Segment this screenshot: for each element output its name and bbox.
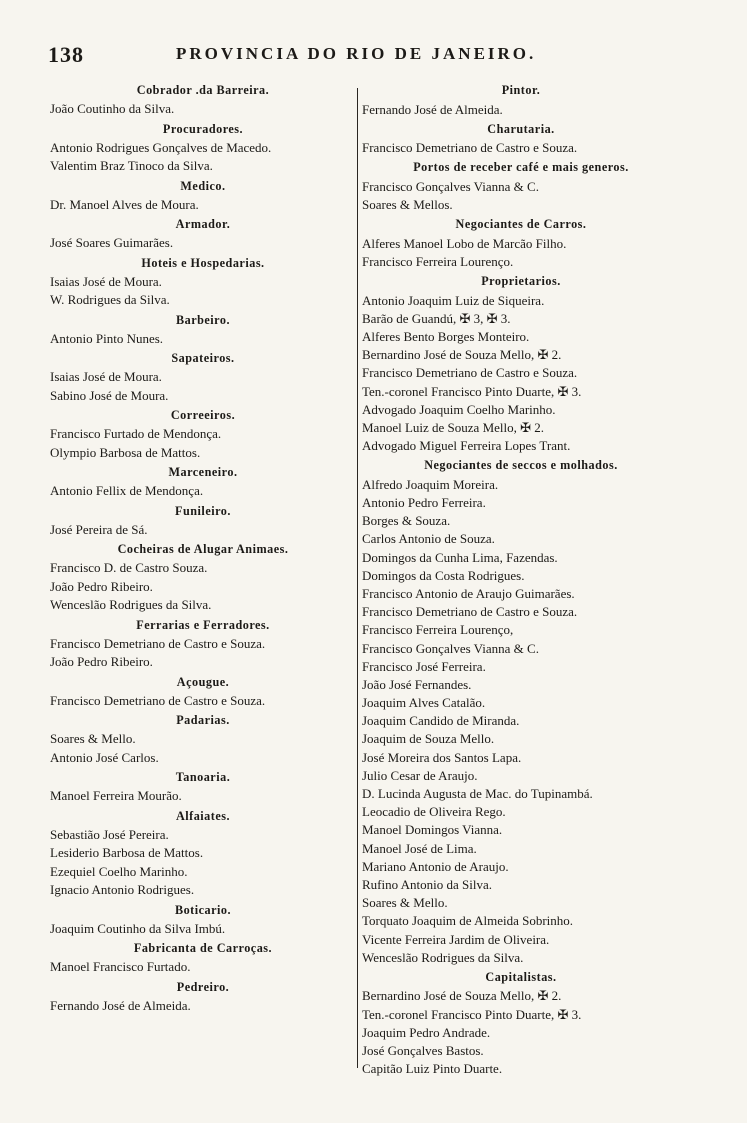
section-tanoaria	[50, 767, 356, 806]
directory-entry: Manoel José de Lima.	[362, 840, 477, 856]
directory-entry: Ezequiel Coelho Marinho.	[50, 863, 188, 879]
directory-entry: Soares & Mellos.	[362, 197, 453, 213]
section-medico	[50, 176, 356, 215]
directory-entry: Advogado Miguel Ferreira Lopes Trant.	[362, 438, 571, 454]
section-heading: Barbeiro.	[175, 312, 231, 327]
directory-entry: Francisco Antonio de Araujo Guimarães.	[362, 585, 575, 601]
column-divider	[357, 88, 358, 1068]
section-alfaiates	[50, 806, 356, 900]
directory-entry: João Coutinho da Silva.	[50, 101, 175, 116]
section-armador	[50, 214, 356, 253]
section-heading: Capitalistas.	[485, 969, 557, 984]
directory-entry: José Gonçalves Bastos.	[362, 1042, 484, 1058]
section-heading: Açougue.	[176, 674, 230, 689]
section-heading: Proprietarios.	[481, 274, 561, 289]
section-negociantes-de-carros	[362, 214, 680, 271]
running-title: PROVINCIA DO RIO DE JANEIRO.	[176, 44, 537, 63]
directory-entry: Antonio Pinto Nunes.	[50, 330, 164, 346]
section-heading: Armador.	[175, 217, 231, 231]
directory-entry: Manoel Luiz de Souza Mello, ✠ 2.	[362, 419, 545, 435]
section-heading: Sapateiros.	[171, 351, 235, 365]
section-proprietarios	[362, 271, 680, 455]
section-portos-de-receber-cafe-e-mais-generos	[362, 157, 680, 214]
directory-entry: Lesiderio Barbosa de Mattos.	[50, 845, 204, 860]
directory-entry: Soares & Mello.	[50, 731, 136, 746]
section-heading: Cobrador .da Barreira.	[136, 83, 270, 97]
section-heading: Negociantes de Carros.	[455, 217, 587, 232]
directory-entry: Isaias José de Moura.	[50, 369, 162, 384]
directory-entry: Francisco José Ferreira.	[362, 658, 486, 674]
section-padarias	[50, 710, 356, 767]
section-pedreiro	[50, 977, 356, 1016]
directory-entry: Sebastião José Pereira.	[50, 826, 169, 842]
directory-entry: Antonio Joaquim Luiz de Siqueira.	[362, 292, 545, 308]
directory-entry: Domingos da Costa Rodrigues.	[362, 567, 525, 583]
directory-entry: Antonio José Carlos.	[50, 749, 159, 765]
section-heading: Hoteis e Hospedarias.	[141, 255, 265, 270]
directory-entry: Capitão Luiz Pinto Duarte.	[362, 1061, 503, 1077]
directory-entry: Francisco Ferreira Lourenço.	[362, 253, 514, 269]
section-sapateiros	[50, 348, 356, 405]
section-cobrador-da-barreira	[50, 80, 356, 119]
directory-entry: Antonio Fellix de Mendonça.	[50, 483, 204, 498]
directory-entry: Barão de Guandú, ✠ 3, ✠ 3.	[362, 310, 511, 326]
directory-entry: Alferes Manoel Lobo de Marcão Filho.	[362, 235, 567, 251]
section-charutaria	[362, 119, 680, 158]
directory-entry: Fernando José de Almeida.	[50, 997, 191, 1013]
directory-entry: Ten.-coronel Francisco Pinto Duarte, ✠ 3.	[362, 1006, 582, 1022]
directory-entry: José Pereira de Sá.	[50, 521, 148, 537]
section-heading: Marceneiro.	[168, 465, 238, 479]
directory-entry: D. Lucinda Augusta de Mac. do Tupinambá.	[362, 786, 593, 801]
page-number: 138	[48, 42, 84, 67]
section-heading: Padarias.	[176, 713, 230, 727]
directory-entry: Isaias José de Moura.	[50, 273, 162, 289]
directory-entry: Francisco Gonçalves Vianna & C.	[362, 640, 539, 656]
section-cocheiras-de-alugar-animaes	[50, 539, 356, 615]
left-column	[50, 80, 356, 1015]
directory-entry: Francisco Gonçalves Vianna & C.	[362, 178, 539, 194]
directory-entry: Soares & Mello.	[362, 895, 448, 911]
directory-entry: João José Fernandes.	[362, 676, 472, 692]
directory-entry: Wenceslão Rodrigues da Silva.	[50, 597, 212, 612]
directory-entry: Ignacio Antonio Rodrigues.	[50, 882, 195, 897]
right-column	[362, 80, 680, 1078]
directory-entry: Domingos da Cunha Lima, Fazendas.	[362, 549, 558, 565]
directory-entry: João Pedro Ribeiro.	[50, 578, 153, 594]
section-heading: Fabricanta de Carroças.	[133, 941, 273, 955]
section-funileiro	[50, 501, 356, 540]
section-heading: Charutaria.	[487, 121, 555, 136]
directory-entry: Wenceslão Rodrigues da Silva.	[362, 949, 524, 965]
directory-entry: Joaquim Candido de Miranda.	[362, 713, 520, 729]
section-heading: Correeiros.	[170, 408, 236, 422]
section-ferrarias-e-ferradores	[50, 615, 356, 672]
directory-entry: Torquato Joaquim de Almeida Sobrinho.	[362, 913, 574, 929]
section-procuradores	[50, 119, 356, 176]
section-marceneiro	[50, 462, 356, 501]
directory-entry: Joaquim Coutinho da Silva Imbú.	[50, 920, 226, 936]
section-heading: Procuradores.	[162, 121, 244, 136]
directory-entry: João Pedro Ribeiro.	[50, 654, 153, 669]
section-pintor	[362, 80, 680, 119]
directory-entry: Dr. Manoel Alves de Moura.	[50, 196, 199, 212]
section-hoteis-e-hospedarias	[50, 253, 356, 310]
directory-entry: Joaquim Pedro Andrade.	[362, 1024, 491, 1040]
directory-entry: Francisco D. de Castro Souza.	[50, 560, 208, 575]
directory-entry: Antonio Pedro Ferreira.	[362, 495, 486, 510]
directory-entry: Vicente Ferreira Jardim de Oliveira.	[362, 931, 550, 947]
directory-entry: Valentim Braz Tinoco da Silva.	[50, 158, 213, 173]
directory-entry: Borges & Souza.	[362, 513, 451, 529]
directory-entry: Francisco Demetriano de Castro e Souza.	[362, 140, 578, 156]
directory-entry: Manoel Ferreira Mourão.	[50, 788, 182, 803]
directory-entry: Joaquim Alves Catalão.	[362, 695, 486, 711]
directory-entry: Francisco Demetriano de Castro e Souza.	[50, 635, 266, 651]
section-boticario	[50, 900, 356, 939]
section-heading: Cocheiras de Alugar Animaes.	[117, 542, 289, 556]
directory-entry: Francisco Furtado de Mendonça.	[50, 426, 222, 441]
directory-entry: Rufino Antonio da Silva.	[362, 876, 492, 892]
section-heading: Alfaiates.	[175, 808, 231, 823]
directory-entry: Antonio Rodrigues Gonçalves de Macedo.	[50, 139, 272, 155]
section-capitalistas	[362, 967, 680, 1078]
section-heading: Pintor.	[501, 83, 541, 97]
section-heading: Pedreiro.	[176, 979, 230, 994]
directory-entry: Olympio Barbosa de Mattos.	[50, 444, 201, 460]
directory-entry: Francisco Ferreira Lourenço,	[362, 622, 514, 638]
directory-entry: W. Rodrigues da Silva.	[50, 292, 170, 307]
directory-entry: Manoel Francisco Furtado.	[50, 959, 191, 974]
directory-entry: Joaquim de Souza Mello.	[362, 731, 495, 747]
directory-entry: Leocadio de Oliveira Rego.	[362, 804, 506, 820]
section-heading: Medico.	[180, 178, 226, 193]
section-heading: Boticario.	[174, 902, 232, 917]
section-heading: Negociantes de seccos e molhados.	[424, 458, 618, 473]
directory-entry: José Moreira dos Santos Lapa.	[362, 749, 522, 765]
directory-entry: Mariano Antonio de Araujo.	[362, 858, 509, 874]
page-header	[48, 42, 728, 72]
section-negociantes-de-seccos-e-molhados	[362, 455, 680, 967]
directory-entry: Francisco Demetriano de Castro e Souza.	[50, 692, 266, 708]
section-fabricanta-de-carrocas	[50, 938, 356, 977]
directory-entry: Carlos Antonio de Souza.	[362, 531, 495, 547]
section-acougue	[50, 672, 356, 711]
directory-entry: José Soares Guimarães.	[50, 235, 174, 250]
directory-entry: Bernardino José de Souza Mello, ✠ 2.	[362, 347, 562, 363]
directory-entry: Ten.-coronel Francisco Pinto Duarte, ✠ 3.	[362, 383, 582, 399]
directory-entry: Fernando José de Almeida.	[362, 101, 503, 117]
directory-entry: Alfredo Joaquim Moreira.	[362, 476, 499, 492]
section-correeiros	[50, 405, 356, 462]
directory-entry: Francisco Demetriano de Castro e Souza.	[362, 365, 578, 381]
section-heading: Ferrarias e Ferradores.	[136, 617, 270, 632]
directory-entry: Julio Cesar de Araujo.	[362, 767, 478, 783]
section-heading: Tanoaria.	[175, 770, 231, 784]
directory-entry: Manoel Domingos Vianna.	[362, 822, 503, 838]
directory-entry: Advogado Joaquim Coelho Marinho.	[362, 401, 556, 417]
directory-entry: Francisco Demetriano de Castro e Souza.	[362, 604, 578, 620]
directory-entry: Alferes Bento Borges Monteiro.	[362, 329, 530, 344]
section-heading: Portos de receber café e mais generos.	[413, 160, 629, 175]
directory-entry: Sabino José de Moura.	[50, 387, 169, 403]
section-heading: Funileiro.	[175, 503, 231, 518]
directory-entry: Bernardino José de Souza Mello, ✠ 2.	[362, 988, 562, 1004]
section-barbeiro	[50, 310, 356, 349]
